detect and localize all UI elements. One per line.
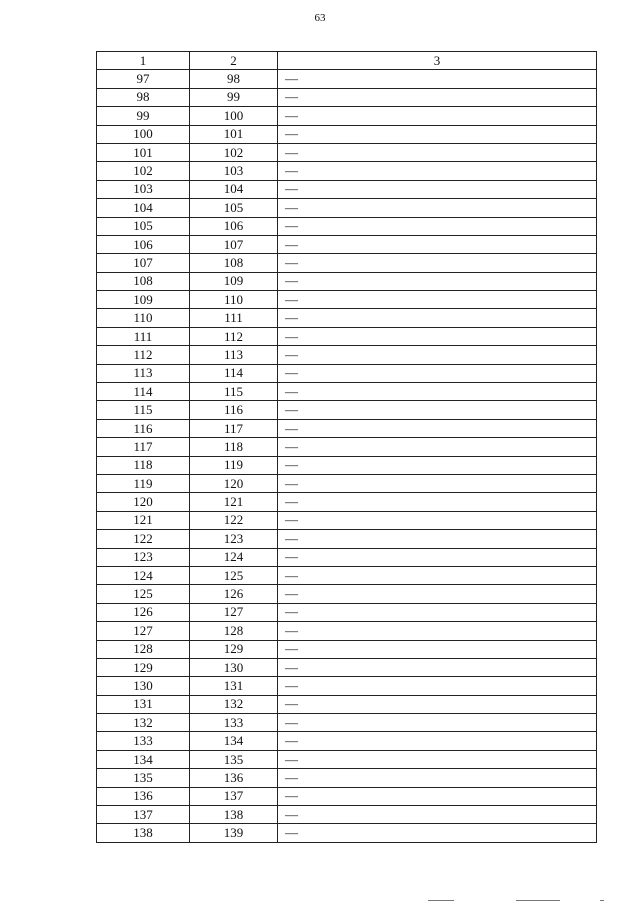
- table-cell-col-2: 136: [190, 769, 278, 787]
- table-row: [97, 254, 597, 272]
- table-row: [97, 456, 597, 474]
- table-cell-col-1: 123: [97, 548, 190, 566]
- table-cell-col-3: —: [278, 88, 597, 106]
- table-cell-col-3: —: [278, 125, 597, 143]
- table-row: [97, 732, 597, 750]
- table-cell-col-1: 137: [97, 806, 190, 824]
- table-row: [97, 70, 597, 88]
- table-cell-col-3: —: [278, 419, 597, 437]
- table-cell-col-3: —: [278, 107, 597, 125]
- table-cell-col-3: —: [278, 787, 597, 805]
- table-row: [97, 217, 597, 235]
- table-cell-col-3: —: [278, 235, 597, 253]
- table-row: [97, 548, 597, 566]
- table-cell-col-2: 133: [190, 714, 278, 732]
- table-row: [97, 327, 597, 345]
- table-cell-col-2: 112: [190, 327, 278, 345]
- table-cell-col-1: 97: [97, 70, 190, 88]
- table-cell-col-2: 99: [190, 88, 278, 106]
- table-row: [97, 677, 597, 695]
- table-cell-col-1: 108: [97, 272, 190, 290]
- table-cell-col-1: 110: [97, 309, 190, 327]
- table-cell-col-3: —: [278, 401, 597, 419]
- table-cell-col-1: 130: [97, 677, 190, 695]
- table-cell-col-3: —: [278, 530, 597, 548]
- table-cell-col-2: 107: [190, 235, 278, 253]
- table-cell-col-1: 98: [97, 88, 190, 106]
- table-cell-col-2: 115: [190, 383, 278, 401]
- table-cell-col-3: —: [278, 272, 597, 290]
- table-cell-col-1: 104: [97, 199, 190, 217]
- table-cell-col-2: 109: [190, 272, 278, 290]
- table-cell-col-2: 102: [190, 143, 278, 161]
- table-cell-col-2: 137: [190, 787, 278, 805]
- table-cell-col-2: 108: [190, 254, 278, 272]
- table-row: [97, 272, 597, 290]
- table-row: [97, 787, 597, 805]
- table-cell-col-2: 121: [190, 493, 278, 511]
- table-row: [97, 309, 597, 327]
- table-cell-col-2: 138: [190, 806, 278, 824]
- table-cell-col-2: 123: [190, 530, 278, 548]
- table-cell-col-3: —: [278, 695, 597, 713]
- table-cell-col-1: 115: [97, 401, 190, 419]
- table-cell-col-3: —: [278, 732, 597, 750]
- table-row: [97, 622, 597, 640]
- table-cell-col-2: 111: [190, 309, 278, 327]
- table-cell-col-2: 127: [190, 603, 278, 621]
- table-row: [97, 199, 597, 217]
- table-cell-col-2: 106: [190, 217, 278, 235]
- table-cell-col-2: 104: [190, 180, 278, 198]
- table-cell-col-1: 128: [97, 640, 190, 658]
- table-cell-col-2: 101: [190, 125, 278, 143]
- table-row: [97, 474, 597, 492]
- table-row: [97, 511, 597, 529]
- table-cell-col-3: —: [278, 493, 597, 511]
- column-header-3: 3: [278, 52, 597, 70]
- table-cell-col-3: —: [278, 162, 597, 180]
- table-cell-col-1: 138: [97, 824, 190, 842]
- table-row: [97, 658, 597, 676]
- table-cell-col-3: —: [278, 806, 597, 824]
- table-cell-col-1: 132: [97, 714, 190, 732]
- table-cell-col-2: 110: [190, 291, 278, 309]
- table-row: [97, 566, 597, 584]
- table-cell-col-2: 103: [190, 162, 278, 180]
- table-cell-col-3: —: [278, 548, 597, 566]
- table-cell-col-1: 100: [97, 125, 190, 143]
- table-cell-col-1: 118: [97, 456, 190, 474]
- table-cell-col-1: 101: [97, 143, 190, 161]
- table-cell-col-1: 103: [97, 180, 190, 198]
- table-row: [97, 603, 597, 621]
- table-cell-col-3: —: [278, 714, 597, 732]
- table-cell-col-3: —: [278, 143, 597, 161]
- table-cell-col-2: 118: [190, 438, 278, 456]
- column-header-2: 2: [190, 52, 278, 70]
- table-cell-col-1: 126: [97, 603, 190, 621]
- table-cell-col-2: 100: [190, 107, 278, 125]
- table-row: [97, 750, 597, 768]
- table-cell-col-2: 134: [190, 732, 278, 750]
- table-row: [97, 530, 597, 548]
- table-cell-col-1: 112: [97, 346, 190, 364]
- table-cell-col-3: —: [278, 511, 597, 529]
- table-cell-col-3: —: [278, 438, 597, 456]
- table-row: [97, 585, 597, 603]
- table-cell-col-1: 122: [97, 530, 190, 548]
- table-cell-col-3: —: [278, 327, 597, 345]
- table-cell-col-2: 131: [190, 677, 278, 695]
- table-cell-col-3: —: [278, 217, 597, 235]
- table-cell-col-1: 116: [97, 419, 190, 437]
- table-cell-col-2: 122: [190, 511, 278, 529]
- table-row: [97, 383, 597, 401]
- table-cell-col-2: 117: [190, 419, 278, 437]
- table-cell-col-1: 107: [97, 254, 190, 272]
- table-cell-col-1: 109: [97, 291, 190, 309]
- data-table: [96, 51, 597, 843]
- table-cell-col-3: —: [278, 769, 597, 787]
- table-row: [97, 107, 597, 125]
- table-cell-col-1: 124: [97, 566, 190, 584]
- page-number: 63: [314, 12, 326, 24]
- scan-artifact-marks: [420, 900, 610, 903]
- table-cell-col-1: 121: [97, 511, 190, 529]
- table-cell-col-3: —: [278, 603, 597, 621]
- table-row: [97, 824, 597, 842]
- table-cell-col-2: 128: [190, 622, 278, 640]
- table-cell-col-1: 105: [97, 217, 190, 235]
- table-row: [97, 640, 597, 658]
- table-cell-col-3: —: [278, 677, 597, 695]
- table-cell-col-1: 102: [97, 162, 190, 180]
- table-cell-col-3: —: [278, 750, 597, 768]
- table-row: [97, 88, 597, 106]
- table-cell-col-1: 129: [97, 658, 190, 676]
- table-cell-col-1: 131: [97, 695, 190, 713]
- table-cell-col-3: —: [278, 346, 597, 364]
- table-cell-col-3: —: [278, 585, 597, 603]
- table-cell-col-1: 135: [97, 769, 190, 787]
- table-row: [97, 291, 597, 309]
- table-cell-col-2: 120: [190, 474, 278, 492]
- table-cell-col-1: 111: [97, 327, 190, 345]
- table-cell-col-2: 98: [190, 70, 278, 88]
- table-cell-col-1: 133: [97, 732, 190, 750]
- table-cell-col-2: 114: [190, 364, 278, 382]
- table-cell-col-1: 113: [97, 364, 190, 382]
- table-cell-col-1: 114: [97, 383, 190, 401]
- table-header-row: [97, 52, 597, 70]
- table-row: [97, 364, 597, 382]
- table-row: [97, 346, 597, 364]
- table-row: [97, 438, 597, 456]
- table-cell-col-1: 106: [97, 235, 190, 253]
- table-cell-col-1: 127: [97, 622, 190, 640]
- table-row: [97, 125, 597, 143]
- table-cell-col-3: —: [278, 383, 597, 401]
- table-cell-col-3: —: [278, 199, 597, 217]
- table-row: [97, 806, 597, 824]
- table-row: [97, 235, 597, 253]
- table-body: [97, 70, 597, 842]
- table-cell-col-3: —: [278, 622, 597, 640]
- table-cell-col-3: —: [278, 254, 597, 272]
- table-cell-col-2: 129: [190, 640, 278, 658]
- table-cell-col-1: 99: [97, 107, 190, 125]
- table-cell-col-3: —: [278, 291, 597, 309]
- table-cell-col-2: 116: [190, 401, 278, 419]
- table-row: [97, 162, 597, 180]
- table-cell-col-3: —: [278, 180, 597, 198]
- table-row: [97, 695, 597, 713]
- table-cell-col-2: 125: [190, 566, 278, 584]
- table-row: [97, 180, 597, 198]
- table-row: [97, 143, 597, 161]
- table-cell-col-2: 139: [190, 824, 278, 842]
- table-cell-col-1: 119: [97, 474, 190, 492]
- table-cell-col-1: 136: [97, 787, 190, 805]
- table-cell-col-2: 119: [190, 456, 278, 474]
- table-cell-col-3: —: [278, 566, 597, 584]
- table-cell-col-2: 124: [190, 548, 278, 566]
- table-cell-col-3: —: [278, 474, 597, 492]
- table-cell-col-3: —: [278, 824, 597, 842]
- table-cell-col-2: 126: [190, 585, 278, 603]
- table-cell-col-3: —: [278, 640, 597, 658]
- table-row: [97, 493, 597, 511]
- table-cell-col-1: 134: [97, 750, 190, 768]
- table-cell-col-3: —: [278, 658, 597, 676]
- table-cell-col-3: —: [278, 364, 597, 382]
- table-cell-col-2: 113: [190, 346, 278, 364]
- table-cell-col-1: 120: [97, 493, 190, 511]
- table-cell-col-3: —: [278, 309, 597, 327]
- column-header-1: 1: [97, 52, 190, 70]
- table-cell-col-2: 135: [190, 750, 278, 768]
- table-row: [97, 769, 597, 787]
- table-cell-col-2: 105: [190, 199, 278, 217]
- table-cell-col-2: 130: [190, 658, 278, 676]
- table-cell-col-3: —: [278, 456, 597, 474]
- table-cell-col-1: 125: [97, 585, 190, 603]
- table-cell-col-1: 117: [97, 438, 190, 456]
- table-row: [97, 401, 597, 419]
- table-cell-col-2: 132: [190, 695, 278, 713]
- table-row: [97, 714, 597, 732]
- table-cell-col-3: —: [278, 70, 597, 88]
- table-row: [97, 419, 597, 437]
